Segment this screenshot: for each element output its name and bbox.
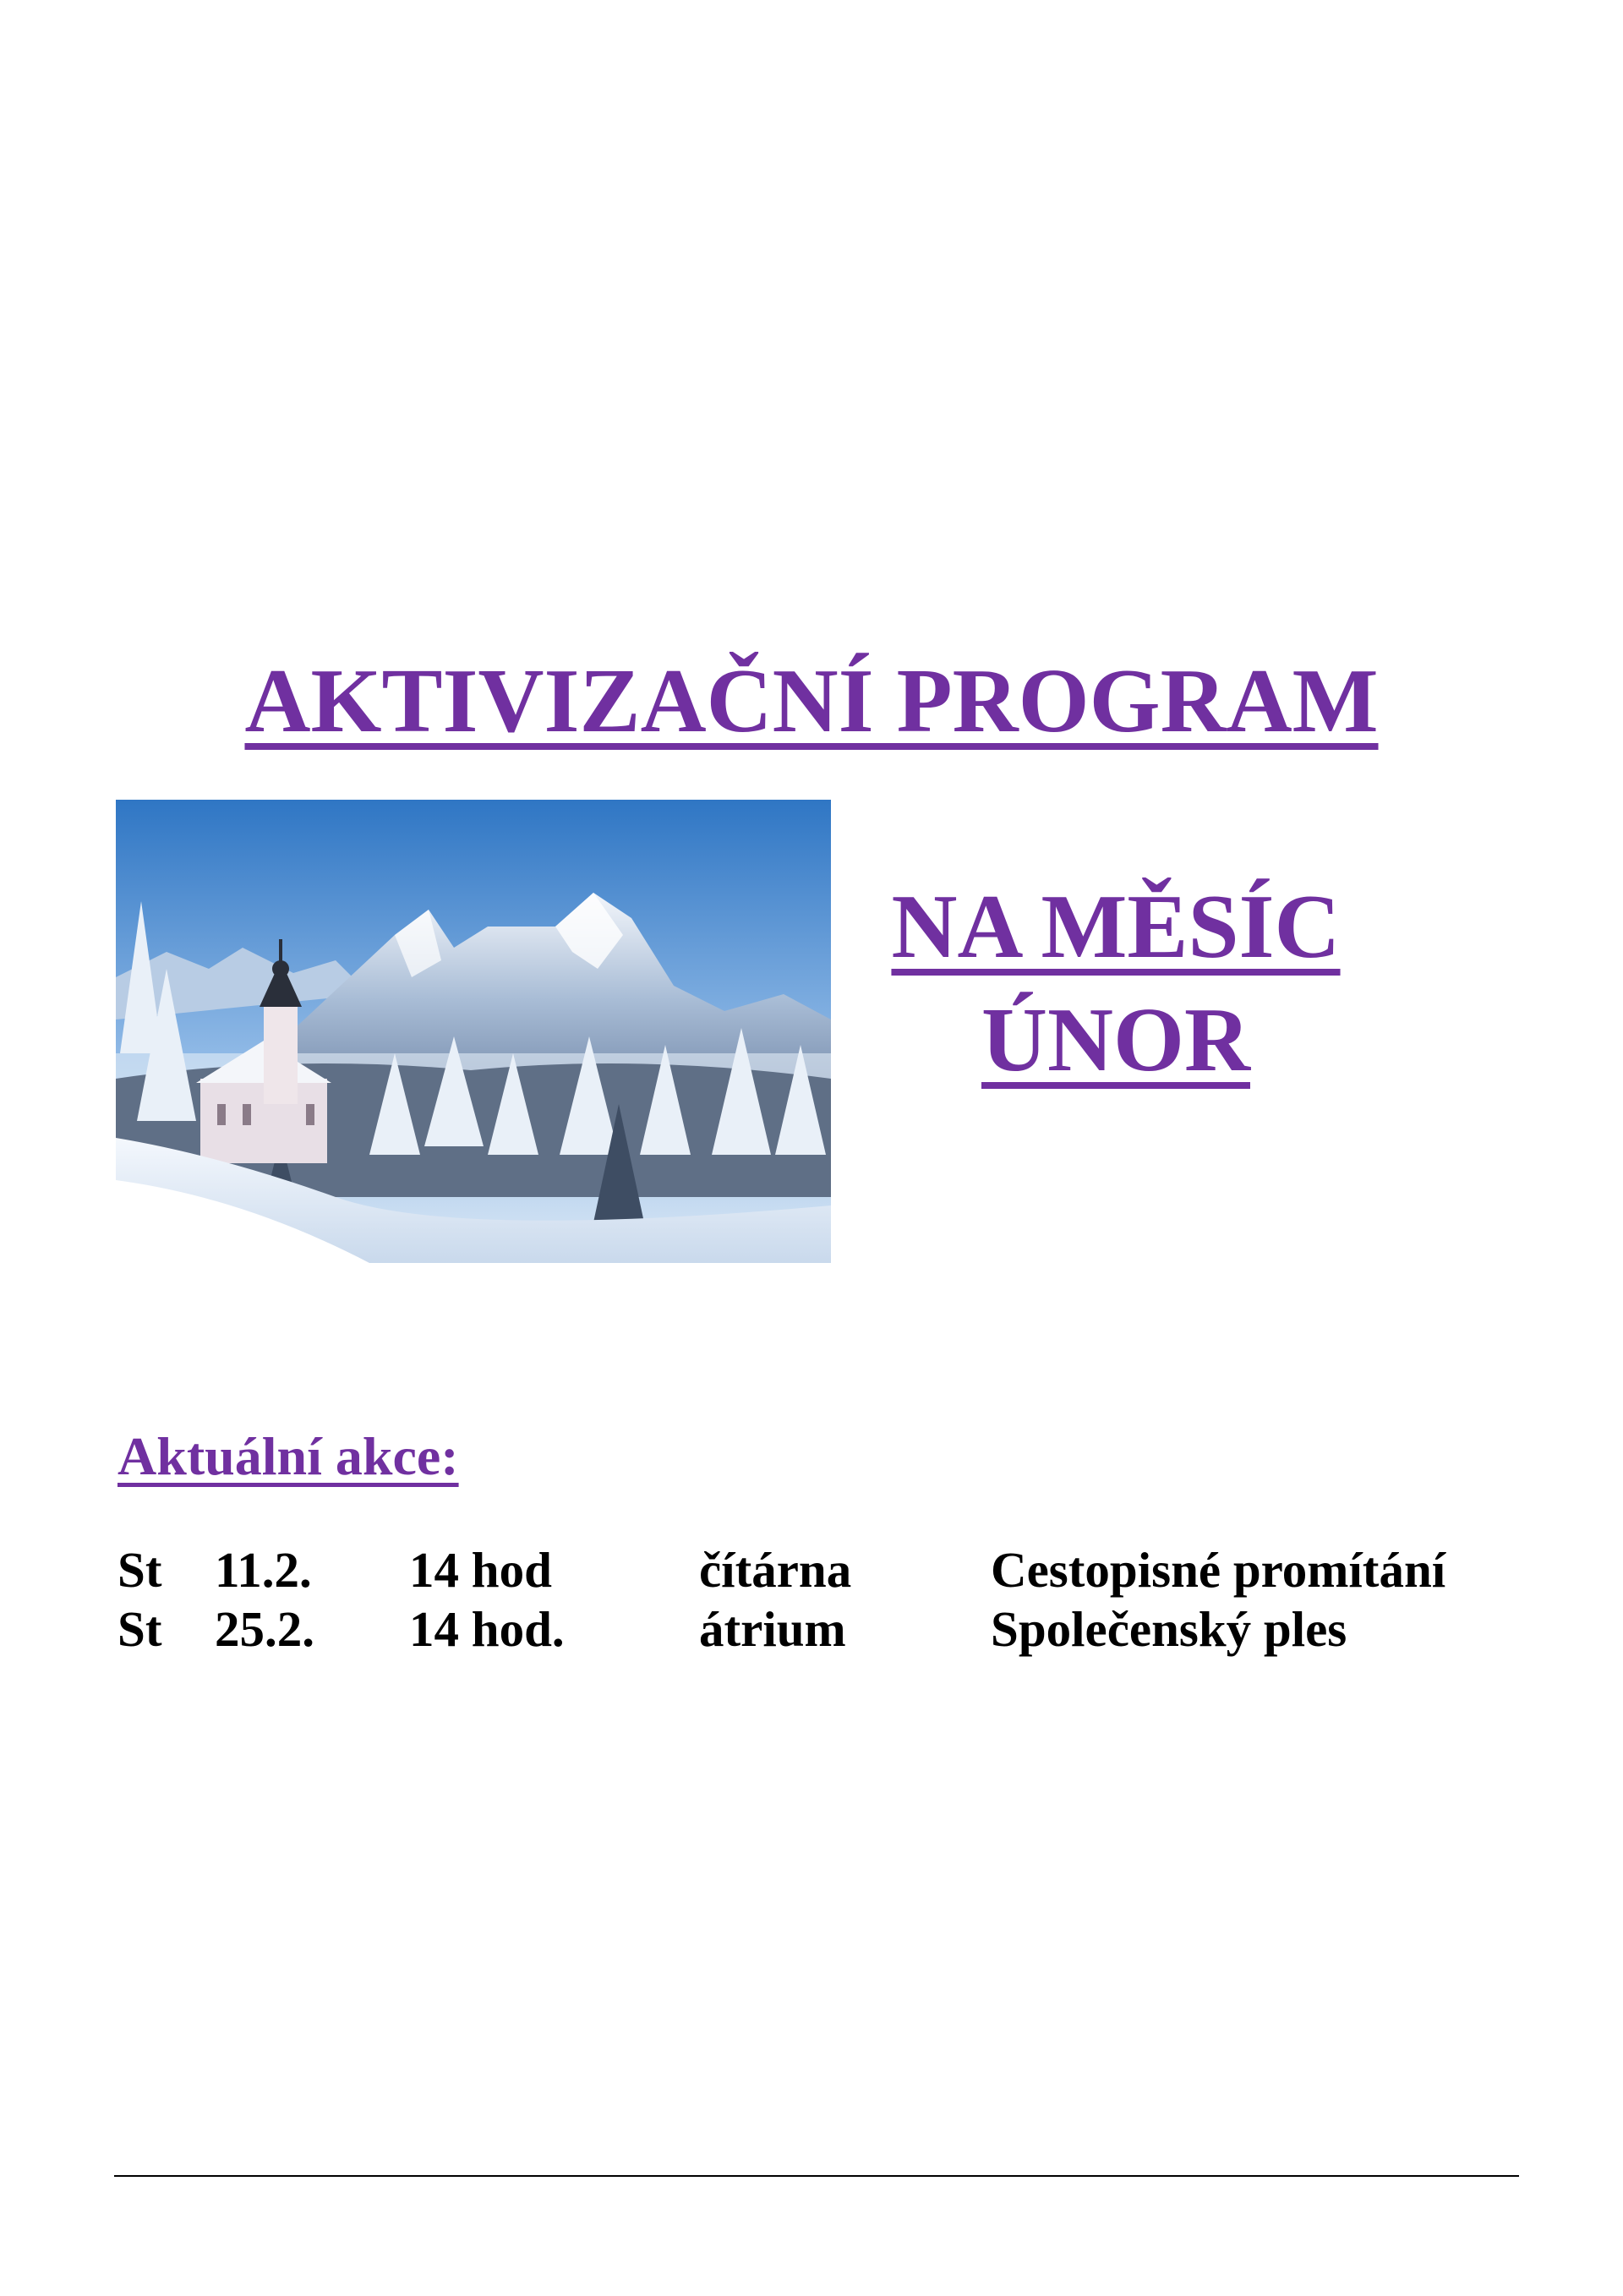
event-day: St: [117, 1601, 162, 1657]
event-place: čítárna: [699, 1542, 852, 1598]
event-name: Společenský ples: [991, 1601, 1347, 1657]
event-place: átrium: [699, 1601, 846, 1657]
event-row: [117, 1540, 1555, 1599]
event-time: 14 hod: [409, 1542, 552, 1598]
event-day: St: [117, 1542, 162, 1598]
winter-mountain-church-icon: [116, 800, 831, 1263]
page-title-text: AKTIVIZAČNÍ PROGRAM: [244, 651, 1379, 752]
event-name: Cestopisné promítání: [991, 1542, 1446, 1598]
subtitle-line-1: NA MĚSÍC: [891, 877, 1341, 977]
event-time: 14 hod.: [409, 1601, 565, 1657]
event-date: 11.2.: [215, 1542, 312, 1598]
subtitle: [879, 871, 1352, 1097]
events-heading: Aktuální akce:: [117, 1426, 459, 1486]
subtitle-line-2: ÚNOR: [981, 990, 1250, 1091]
events-list: [117, 1540, 1555, 1659]
event-date: 25.2.: [215, 1601, 314, 1657]
page-title: [0, 651, 1623, 752]
event-row: [117, 1599, 1555, 1659]
winter-landscape-photo: [116, 800, 831, 1263]
footer-divider: [114, 2175, 1519, 2177]
